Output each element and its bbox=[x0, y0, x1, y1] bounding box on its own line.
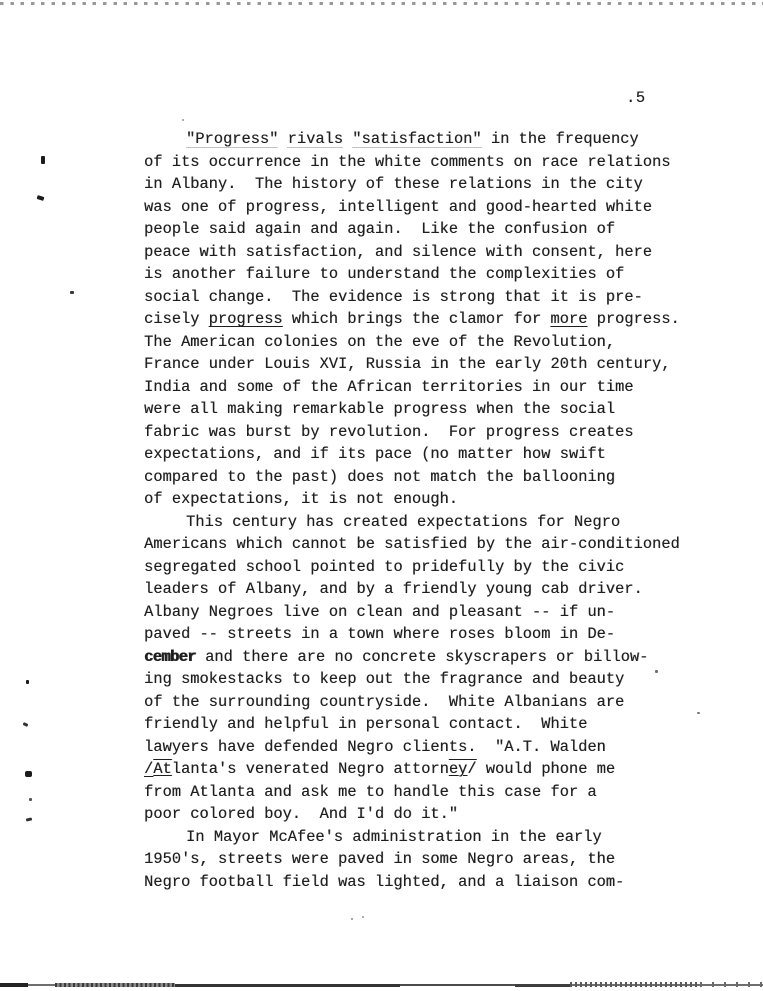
text-segment: and there are no concrete skyscrapers or billow- bbox=[195, 647, 649, 666]
ink-speck bbox=[362, 916, 364, 918]
ink-speck bbox=[23, 722, 29, 727]
text-segment: At bbox=[153, 760, 172, 778]
text-line bbox=[144, 646, 704, 669]
text-block bbox=[144, 128, 704, 893]
text-segment: in the frequency bbox=[481, 130, 639, 148]
text-line bbox=[144, 758, 704, 781]
text-line bbox=[144, 736, 704, 759]
text-segment: which brings the clamor for bbox=[282, 310, 551, 328]
text-segment: lawyers have defended Negro clients. "A.T. Walden bbox=[144, 737, 606, 756]
ink-speck bbox=[41, 156, 45, 164]
text-segment: progress. bbox=[587, 310, 680, 328]
text-line bbox=[144, 241, 704, 264]
text-segment: in Albany. The history of these relations in the city bbox=[144, 175, 643, 193]
ink-speck bbox=[70, 291, 74, 294]
text-line bbox=[144, 308, 704, 331]
text-line bbox=[144, 713, 704, 736]
ink-speck bbox=[655, 670, 658, 673]
text-segment: expectations, and if its pace (no matter how swift bbox=[144, 445, 606, 463]
text-line bbox=[144, 533, 704, 556]
text-segment: Americans which cannot be satisfied by the air-conditioned bbox=[144, 535, 680, 553]
text-line bbox=[144, 556, 704, 579]
text-segment: ey bbox=[448, 760, 468, 778]
text-segment: friendly and helpful in personal contact. White bbox=[144, 715, 588, 733]
text-line bbox=[144, 848, 704, 871]
ink-speck bbox=[697, 712, 700, 714]
text-line bbox=[144, 803, 704, 826]
text-line bbox=[144, 421, 704, 444]
text-segment: compared to the past) does not match the ballooning bbox=[144, 467, 616, 486]
text-segment: 1950's, streets were paved in some Negro areas, the bbox=[144, 850, 616, 868]
text-segment: France under Louis XVI, Russia in the early 20th century, bbox=[144, 355, 671, 373]
text-segment bbox=[278, 130, 287, 148]
ink-speck bbox=[29, 798, 32, 801]
text-line bbox=[144, 691, 704, 714]
ink-speck bbox=[26, 680, 29, 684]
text-segment: segregated school pointed to pridefully by the civic bbox=[144, 557, 625, 576]
text-line bbox=[144, 173, 704, 196]
ink-speck bbox=[182, 119, 184, 121]
text-line bbox=[144, 781, 704, 804]
page-number: .5 bbox=[626, 89, 646, 107]
ink-speck bbox=[351, 918, 353, 920]
text-segment: were all making remarkable progress when the social bbox=[144, 400, 616, 418]
text-segment: fabric was burst by revolution. For progress creates bbox=[144, 422, 634, 441]
scan-band-segment bbox=[570, 982, 700, 987]
scan-band-segment bbox=[400, 984, 515, 986]
text-segment: lanta's venerated Negro attorn bbox=[171, 760, 449, 778]
text-segment: India and some of the African territories in our time bbox=[144, 377, 634, 396]
text-segment bbox=[343, 130, 352, 148]
text-line bbox=[144, 443, 704, 466]
text-line bbox=[144, 668, 704, 691]
ink-speck bbox=[37, 195, 45, 201]
text-line bbox=[144, 263, 704, 286]
text-segment: leaders of Albany, and by a friendly young cab driver. bbox=[144, 580, 643, 598]
text-segment: people said again and again. Like the confusion of bbox=[144, 220, 616, 238]
text-line bbox=[144, 871, 704, 894]
text-line bbox=[144, 376, 704, 399]
text-line bbox=[144, 488, 704, 511]
text-segment: "Progress" bbox=[186, 130, 279, 148]
text-segment: was one of progress, intelligent and good-hearted white bbox=[144, 197, 652, 216]
text-segment: cember bbox=[144, 647, 196, 666]
text-segment: "satisfaction" bbox=[352, 130, 482, 148]
text-line bbox=[144, 826, 704, 849]
text-segment: is another failure to understand the complexities of bbox=[144, 265, 625, 283]
text-line bbox=[144, 466, 704, 489]
text-segment: Negro football field was lighted, and a liaison com- bbox=[144, 872, 625, 891]
text-line bbox=[144, 196, 704, 219]
text-line bbox=[144, 601, 704, 624]
text-segment: This century has created expectations for Negro bbox=[186, 512, 621, 531]
text-line bbox=[144, 218, 704, 241]
scan-band-segment bbox=[700, 982, 763, 987]
text-segment: rivals bbox=[287, 130, 344, 148]
scan-band-segment bbox=[55, 983, 175, 987]
text-segment: paved -- streets in a town where roses bloom in De- bbox=[144, 625, 616, 643]
text-segment: / bbox=[144, 760, 154, 778]
text-segment: of expectations, it is not enough. bbox=[144, 490, 459, 508]
text-line bbox=[144, 286, 704, 309]
text-segment: / bbox=[467, 760, 477, 778]
text-line bbox=[144, 398, 704, 421]
text-segment: Albany Negroes live on clean and pleasant -- if un- bbox=[144, 602, 616, 621]
scan-band-segment bbox=[0, 983, 28, 987]
text-line bbox=[144, 331, 704, 354]
text-segment: of its occurrence in the white comments on race relations bbox=[144, 152, 671, 171]
scan-band-segment bbox=[175, 984, 400, 987]
text-line bbox=[144, 353, 704, 376]
ink-speck bbox=[26, 817, 32, 821]
text-line bbox=[144, 511, 704, 534]
scan-edge-band-bottom bbox=[0, 981, 763, 991]
text-segment: peace with satisfaction, and silence with consent, here bbox=[144, 242, 652, 261]
text-segment: of the surrounding countryside. White Albanians are bbox=[144, 692, 625, 711]
text-line bbox=[144, 623, 704, 646]
ink-speck bbox=[25, 771, 32, 777]
scan-band-segment bbox=[515, 984, 570, 987]
text-segment: social change. The evidence is strong that it is pre- bbox=[144, 287, 643, 306]
text-segment: more bbox=[550, 310, 588, 328]
text-segment: cisely bbox=[144, 310, 209, 328]
text-line bbox=[144, 151, 704, 174]
text-line bbox=[144, 128, 704, 151]
text-segment: In Mayor McAfee's administration in the early bbox=[186, 827, 602, 846]
text-segment: The American colonies on the eve of the Revolution, bbox=[144, 332, 616, 351]
text-segment: poor colored boy. And I'd do it." bbox=[144, 805, 459, 823]
text-segment: from Atlanta and ask me to handle this case for a bbox=[144, 782, 597, 801]
text-segment: ing smokestacks to keep out the fragrance and beauty bbox=[144, 670, 625, 688]
text-segment: progress bbox=[208, 310, 283, 328]
scan-edge-dots-top bbox=[0, 2, 763, 5]
text-line bbox=[144, 578, 704, 601]
text-segment: would phone me bbox=[476, 760, 616, 778]
